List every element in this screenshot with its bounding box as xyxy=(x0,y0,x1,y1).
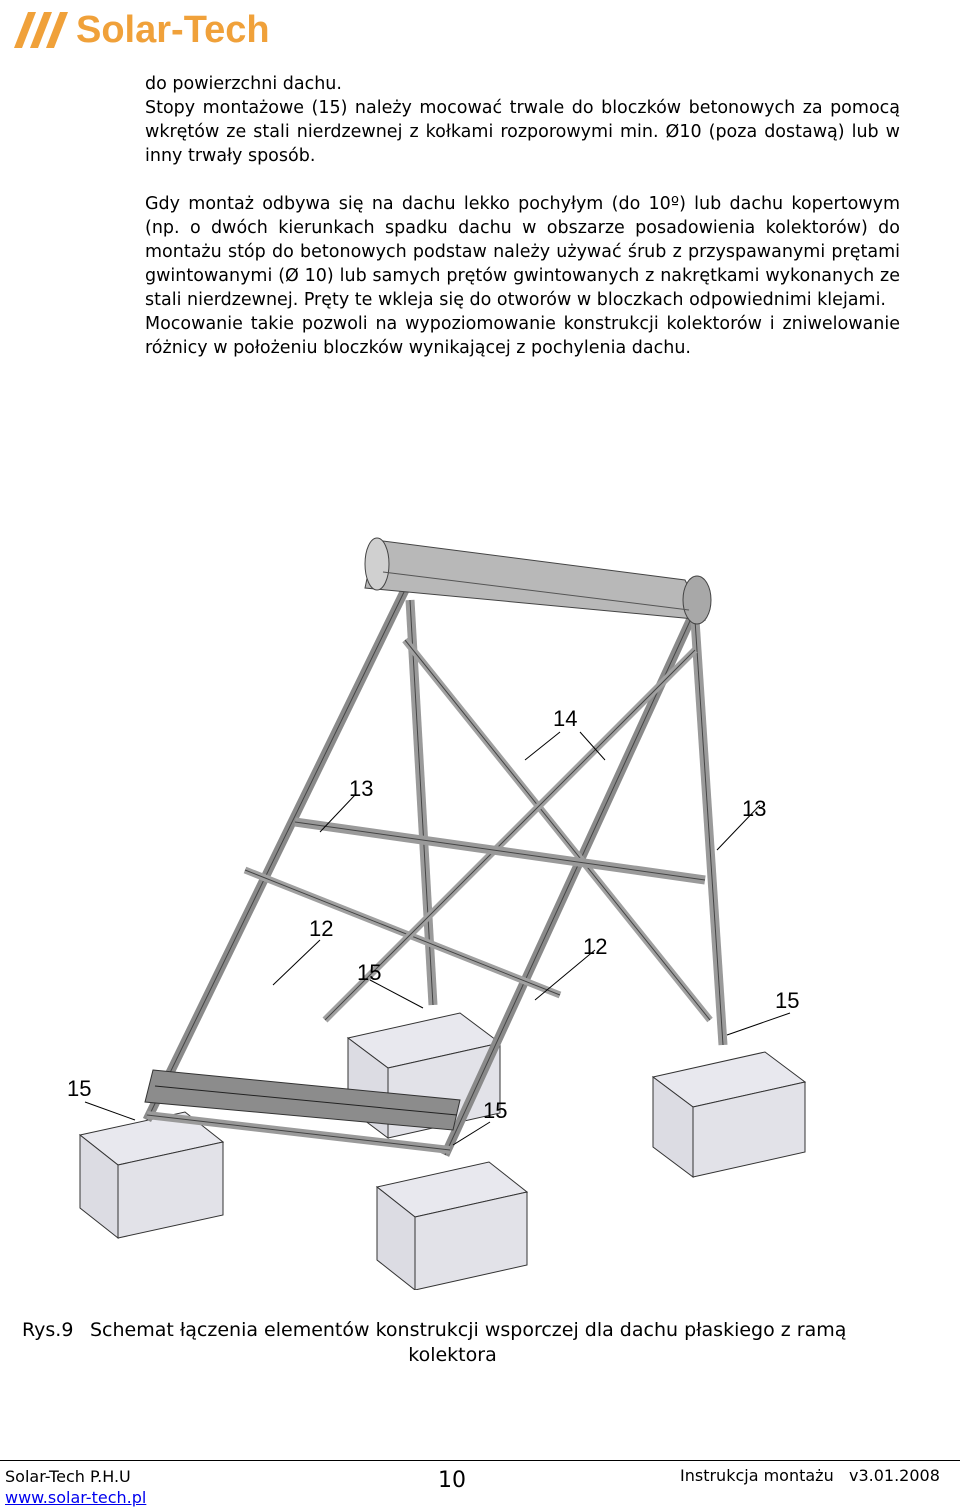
company-logo xyxy=(10,8,270,52)
label-15-front-left: 15 xyxy=(67,1076,92,1101)
label-14: 14 xyxy=(553,706,578,731)
footer-company-block xyxy=(5,1466,146,1508)
paragraph-2: Gdy montaż odbywa się na dachu lekko pochyłym (do 10º) lub dachu kopertowym (np. o dwóch kierunkach spadku dachu w obszarze posadowienia kolektorów) do montażu stóp do betonowych podstaw należy używać śrub z przyspawanymi prętami gwintowanymi (Ø 10) lub samych prętów gwintowanych z nakrętkami wykonanych ze stali nierdzewnej. Pręty te wkleja się do otworów w bloczkach odpowiednimi klejami. xyxy=(145,194,900,310)
paragraph-1: Stopy montażowe (15) należy mocować trwale do bloczków betonowych za pomocą wkrętów ze stali nierdzewnej z kołkami rozporowymi min. Ø10 (poza dostawą) lub w inny trwały sposób. xyxy=(145,98,900,166)
label-15-back-right: 15 xyxy=(775,988,800,1013)
logo-text: Solar-Tech xyxy=(76,9,270,51)
paragraph-1-first-line: do powierzchni dachu. xyxy=(145,74,342,94)
caption-number: Rys.9 xyxy=(22,1319,74,1341)
mounting-frame-diagram xyxy=(5,460,900,1290)
label-13-right: 13 xyxy=(742,796,767,821)
concrete-block-front-left xyxy=(80,1112,223,1238)
footer-manual-version: Instrukcja montażu v3.01.2008 xyxy=(680,1466,940,1485)
label-12-left: 12 xyxy=(309,916,334,941)
caption-text-line-1: Schemat łączenia elementów konstrukcji wsporczej dla dachu płaskiego z ramą xyxy=(90,1319,847,1341)
footer-divider xyxy=(0,1460,960,1461)
body-text xyxy=(145,72,900,360)
caption-text-line-2: kolektora xyxy=(408,1344,497,1366)
footer-company: Solar-Tech P.H.U xyxy=(5,1467,131,1486)
label-15-back-left: 15 xyxy=(357,960,382,985)
label-15-front-right: 15 xyxy=(483,1098,508,1123)
label-12-right: 12 xyxy=(583,934,608,959)
paragraph-3: Mocowanie takie pozwoli na wypoziomowanie konstrukcji kolektorów i zniwelowanie różnicy w położeniu bloczków wynikającej z pochylenia dachu. xyxy=(145,314,900,358)
page-number: 10 xyxy=(438,1468,466,1493)
figure-caption xyxy=(0,1318,905,1368)
label-13-left: 13 xyxy=(349,776,374,801)
logo-slash-icon xyxy=(10,8,72,52)
footer-website-link[interactable]: www.solar-tech.pl xyxy=(5,1488,147,1507)
